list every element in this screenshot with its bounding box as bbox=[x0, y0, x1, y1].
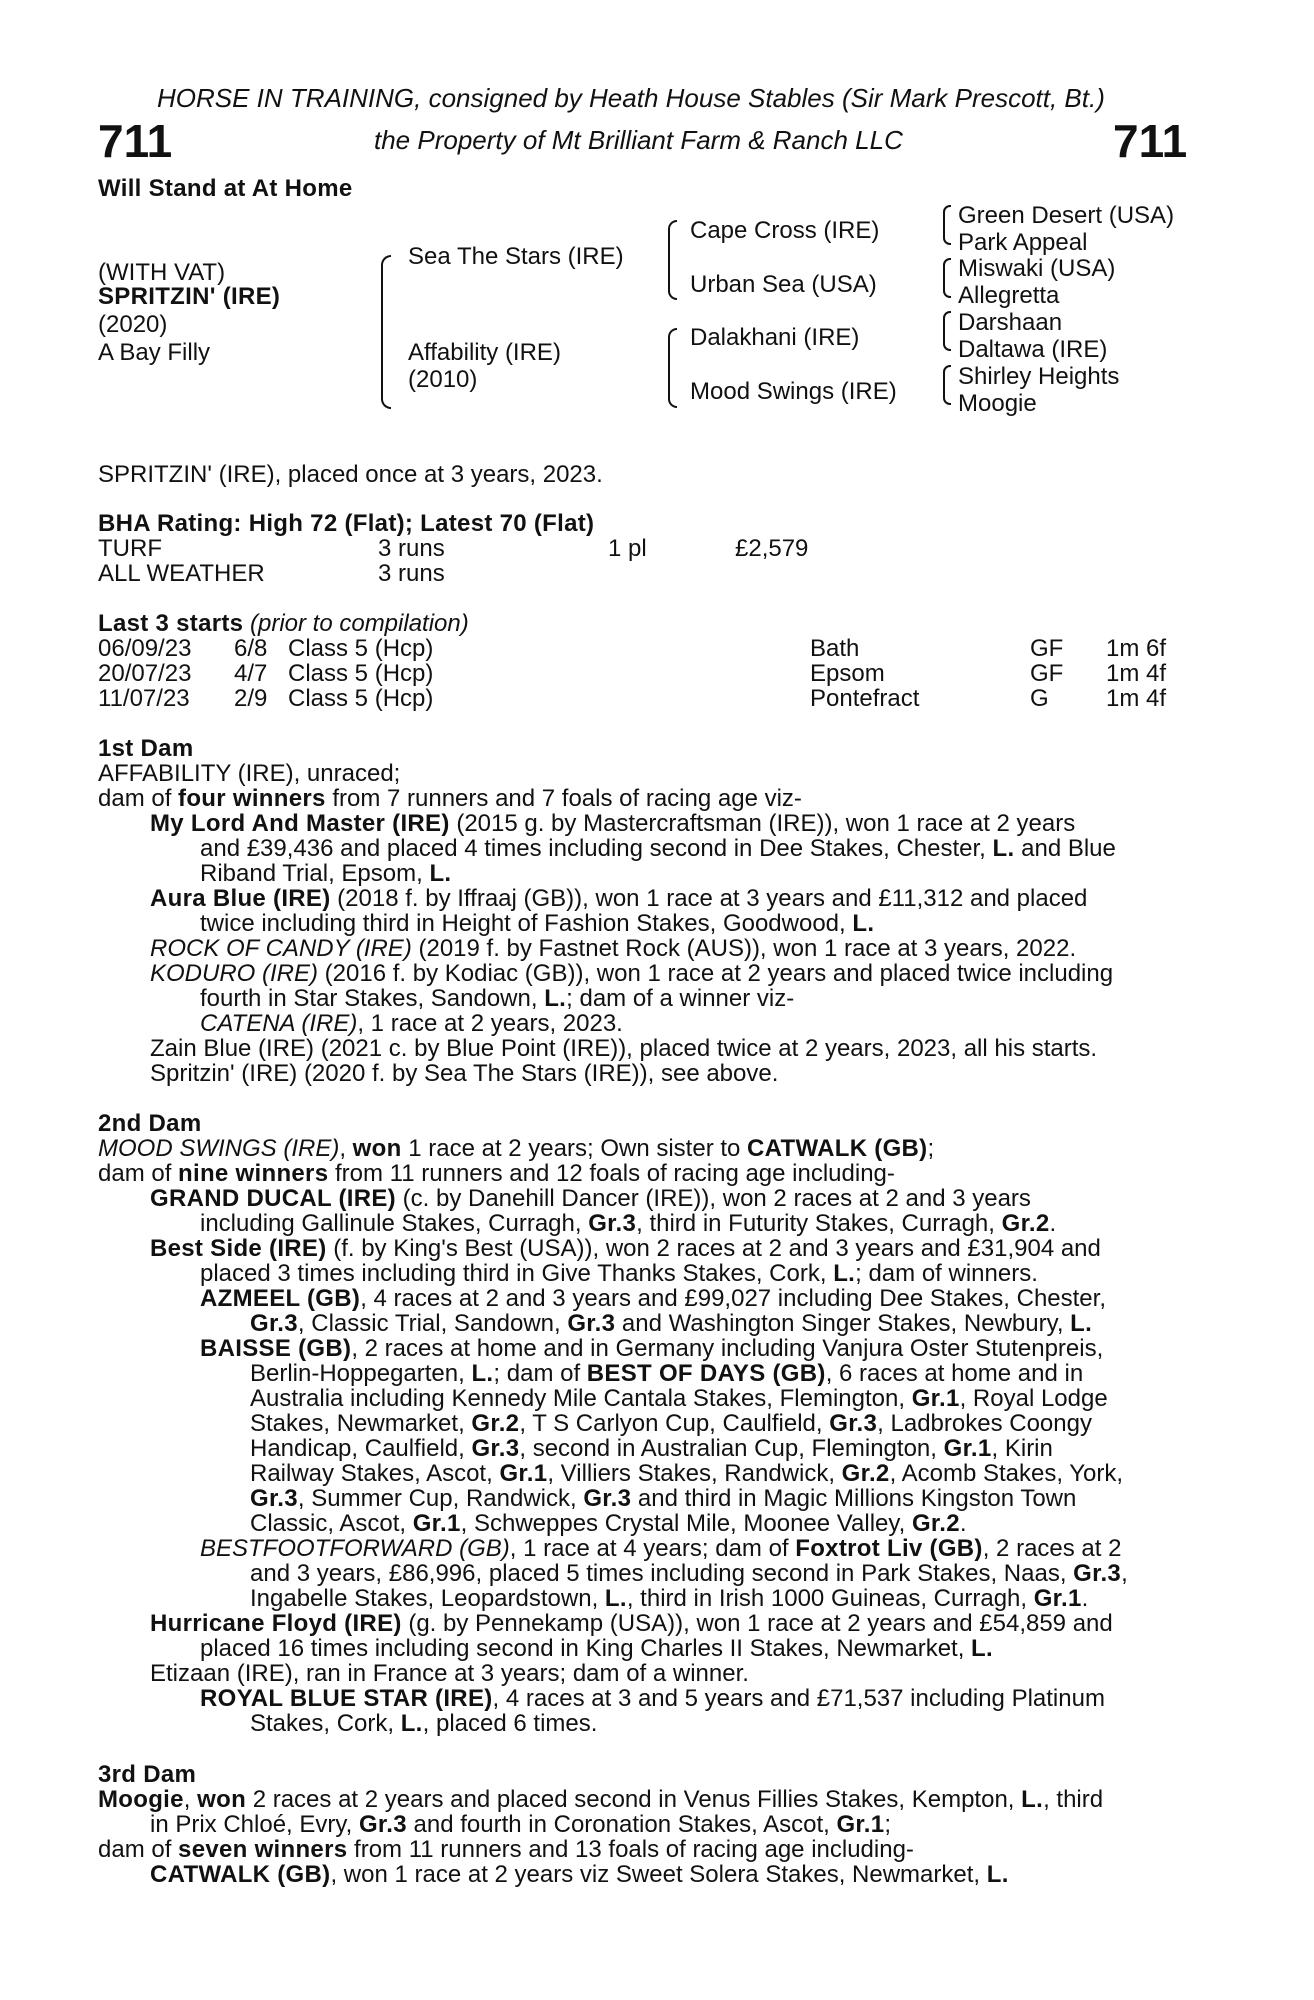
progeny-entry-cont: including Gallinule Stakes, Curragh, Gr.3, third in Futurity Stakes, Curragh, Gr.2. bbox=[200, 1210, 1057, 1237]
progeny-entry: Spritzin' (IRE) (2020 f. by Sea The Stars (IRE)), see above. bbox=[150, 1060, 779, 1087]
grand-progeny-entry: CATENA (IRE), 1 race at 2 years, 2023. bbox=[200, 1010, 623, 1037]
rating-surface: ALL WEATHER bbox=[98, 560, 265, 587]
pedigree-dam-sire: Dalakhani (IRE) bbox=[690, 324, 860, 351]
start-course: Bath bbox=[810, 635, 860, 662]
progeny-entry: Best Side (IRE) (f. by King's Best (USA)), won 2 races at 2 and 3 years and £31,904 and bbox=[150, 1235, 1101, 1262]
horse-year: (2020) bbox=[98, 311, 168, 338]
rating-placed: 1 pl bbox=[608, 535, 647, 562]
progeny-entry: CATWALK (GB), won 1 race at 2 years viz Sweet Solera Stakes, Newmarket, L. bbox=[150, 1861, 1009, 1888]
dam3-heading: 3rd Dam bbox=[98, 1761, 197, 1788]
progeny-entry-cont: and £39,436 and placed 4 times including second in Dee Stakes, Chester, L. and Blue bbox=[200, 835, 1116, 862]
start-position: 6/8 bbox=[234, 635, 268, 662]
stand-line: Will Stand at At Home bbox=[98, 175, 353, 202]
last-starts-title: Last 3 starts bbox=[98, 610, 244, 637]
brace-sire bbox=[668, 220, 677, 300]
progeny-entry: Etizaan (IRE), ran in France at 3 years; dam of a winner. bbox=[150, 1660, 749, 1687]
grand-progeny-entry-cont: and 3 years, £86,996, placed 5 times including second in Park Stakes, Naas, Gr.3, bbox=[250, 1560, 1128, 1587]
start-date: 06/09/23 bbox=[98, 635, 192, 662]
start-going: GF bbox=[1030, 635, 1064, 662]
dam2-progeny-summary: dam of nine winners from 11 runners and 12 foals of racing age including- bbox=[98, 1160, 895, 1187]
pedigree-dam: Affability (IRE) bbox=[408, 339, 561, 366]
start-distance: 1m 4f bbox=[1106, 660, 1167, 687]
progeny-entry: ROCK OF CANDY (IRE) (2019 f. by Fastnet Rock (AUS)), won 1 race at 3 years, 2022. bbox=[150, 935, 1077, 962]
start-race: Class 5 (Hcp) bbox=[288, 660, 434, 687]
start-going: GF bbox=[1030, 660, 1064, 687]
start-position: 2/9 bbox=[234, 685, 268, 712]
vat-note: (WITH VAT) bbox=[98, 259, 226, 286]
pedigree-dam-dam: Mood Swings (IRE) bbox=[690, 378, 897, 405]
start-distance: 1m 4f bbox=[1106, 685, 1167, 712]
progeny-entry-cont: placed 16 times including second in King Charles II Stakes, Newmarket, L. bbox=[200, 1635, 993, 1662]
dam2-line: MOOD SWINGS (IRE), won 1 race at 2 years; Own sister to CATWALK (GB); bbox=[98, 1135, 935, 1162]
grand-progeny-entry-cont: Railway Stakes, Ascot, Gr.1, Villiers Stakes, Randwick, Gr.2, Acomb Stakes, York, bbox=[250, 1460, 1124, 1487]
lot-number-right: 711 bbox=[1113, 115, 1188, 167]
grand-progeny-entry: ROYAL BLUE STAR (IRE), 4 races at 3 and 5 years and £71,537 including Platinum bbox=[200, 1685, 1105, 1712]
rating-money: £2,579 bbox=[735, 535, 809, 562]
dam3-line-cont: in Prix Chloé, Evry, Gr.3 and fourth in Coronation Stakes, Ascot, Gr.1; bbox=[150, 1811, 892, 1838]
consignment-line: HORSE IN TRAINING, consigned by Heath House Stables (Sir Mark Prescott, Bt.) bbox=[157, 83, 1105, 113]
horse-name: SPRITZIN' (IRE) bbox=[98, 283, 281, 310]
brace-ss bbox=[943, 205, 951, 245]
start-race: Class 5 (Hcp) bbox=[288, 635, 434, 662]
progeny-entry: Hurricane Floyd (IRE) (g. by Pennekamp (USA)), won 1 race at 2 years and £54,859 and bbox=[150, 1610, 1113, 1637]
progeny-entry: GRAND DUCAL (IRE) (c. by Danehill Dancer (IRE)), won 2 races at 2 and 3 years bbox=[150, 1185, 1031, 1212]
pedigree-sss: Green Desert (USA) bbox=[958, 202, 1175, 229]
progeny-entry-cont: Riband Trial, Epsom, L. bbox=[200, 860, 452, 887]
grand-progeny-entry: BESTFOOTFORWARD (GB), 1 race at 4 years; dam of Foxtrot Liv (GB), 2 races at 2 bbox=[200, 1535, 1122, 1562]
pedigree-sire-dam: Urban Sea (USA) bbox=[690, 271, 877, 298]
grand-progeny-entry-cont: Ingabelle Stakes, Leopardstown, L., third in Irish 1000 Guineas, Curragh, Gr.1. bbox=[250, 1585, 1089, 1612]
dam3-progeny-summary: dam of seven winners from 11 runners and 13 foals of racing age including- bbox=[98, 1836, 914, 1863]
brace-ds bbox=[943, 311, 951, 351]
dam1-heading: 1st Dam bbox=[98, 735, 194, 762]
grand-progeny-entry-cont: Stakes, Cork, L., placed 6 times. bbox=[250, 1710, 598, 1737]
racing-summary: SPRITZIN' (IRE), placed once at 3 years, 2023. bbox=[98, 461, 603, 488]
pedigree-dds: Shirley Heights bbox=[958, 363, 1120, 390]
grand-progeny-entry-cont: Classic, Ascot, Gr.1, Schweppes Crystal Mile, Moonee Valley, Gr.2. bbox=[250, 1510, 967, 1537]
progeny-entry: Aura Blue (IRE) (2018 f. by Iffraaj (GB)), won 1 race at 3 years and £11,312 and placed bbox=[150, 885, 1088, 912]
grand-progeny-entry-cont: Australia including Kennedy Mile Cantala Stakes, Flemington, Gr.1, Royal Lodge bbox=[250, 1385, 1108, 1412]
last-starts-note: (prior to compilation) bbox=[249, 610, 469, 637]
start-date: 11/07/23 bbox=[98, 685, 190, 712]
brace-dam bbox=[668, 328, 677, 408]
brace-sd bbox=[943, 258, 951, 298]
progeny-entry-cont: fourth in Star Stakes, Sandown, L.; dam of a winner viz- bbox=[200, 985, 795, 1012]
progeny-entry: Zain Blue (IRE) (2021 c. by Blue Point (IRE)), placed twice at 2 years, 2023, all his starts. bbox=[150, 1035, 1098, 1062]
rating-runs: 3 runs bbox=[378, 560, 445, 587]
pedigree-ssd: Park Appeal bbox=[958, 229, 1088, 256]
pedigree-dam-year: (2010) bbox=[408, 366, 478, 393]
pedigree-sds: Miswaki (USA) bbox=[958, 255, 1116, 282]
progeny-entry: KODURO (IRE) (2016 f. by Kodiac (GB)), won 1 race at 2 years and placed twice including bbox=[150, 960, 1114, 987]
horse-description: A Bay Filly bbox=[98, 339, 211, 366]
progeny-entry-cont: twice including third in Height of Fashion Stakes, Goodwood, L. bbox=[200, 910, 875, 937]
pedigree-sdd: Allegretta bbox=[958, 282, 1060, 309]
grand-progeny-entry-cont: Handicap, Caulfield, Gr.3, second in Australian Cup, Flemington, Gr.1, Kirin bbox=[250, 1435, 1053, 1462]
rating-runs: 3 runs bbox=[378, 535, 445, 562]
last-starts-heading bbox=[98, 611, 469, 636]
rating-surface: TURF bbox=[98, 535, 162, 562]
dam1-line: AFFABILITY (IRE), unraced; bbox=[98, 760, 401, 787]
grand-progeny-entry: AZMEEL (GB), 4 races at 2 and 3 years and £99,027 including Dee Stakes, Chester, bbox=[200, 1285, 1106, 1312]
pedigree-dsd: Daltawa (IRE) bbox=[958, 336, 1108, 363]
start-distance: 1m 6f bbox=[1106, 635, 1167, 662]
pedigree-ddd: Moogie bbox=[958, 390, 1037, 417]
progeny-entry: My Lord And Master (IRE) (2015 g. by Mastercraftsman (IRE)), won 1 race at 2 years bbox=[150, 810, 1076, 837]
progeny-entry-cont: placed 3 times including third in Give Thanks Stakes, Cork, L.; dam of winners. bbox=[200, 1260, 1038, 1287]
grand-progeny-entry-cont: Gr.3, Summer Cup, Randwick, Gr.3 and third in Magic Millions Kingston Town bbox=[250, 1485, 1077, 1512]
grand-progeny-entry-cont: Stakes, Newmarket, Gr.2, T S Carlyon Cup, Caulfield, Gr.3, Ladbrokes Coongy bbox=[250, 1410, 1092, 1437]
start-going: G bbox=[1030, 685, 1049, 712]
brace-dd bbox=[943, 365, 951, 405]
start-position: 4/7 bbox=[234, 660, 268, 687]
dam2-heading: 2nd Dam bbox=[98, 1110, 202, 1137]
rating-heading: BHA Rating: High 72 (Flat); Latest 70 (Flat) bbox=[98, 510, 595, 537]
dam1-progeny-summary: dam of four winners from 7 runners and 7 foals of racing age viz- bbox=[98, 785, 802, 812]
start-race: Class 5 (Hcp) bbox=[288, 685, 434, 712]
start-course: Pontefract bbox=[810, 685, 920, 712]
dam3-line: Moogie, won 2 races at 2 years and placed second in Venus Fillies Stakes, Kempton, L., third bbox=[98, 1786, 1104, 1813]
pedigree-sire-sire: Cape Cross (IRE) bbox=[690, 217, 880, 244]
pedigree-sire: Sea The Stars (IRE) bbox=[408, 243, 624, 270]
start-course: Epsom bbox=[810, 660, 885, 687]
grand-progeny-entry: BAISSE (GB), 2 races at home and in Germany including Vanjura Oster Stutenpreis, bbox=[200, 1335, 1104, 1362]
property-line: the Property of Mt Brilliant Farm & Ranch LLC bbox=[374, 125, 903, 155]
pedigree-dss: Darshaan bbox=[958, 309, 1063, 336]
grand-progeny-entry-cont: Gr.3, Classic Trial, Sandown, Gr.3 and Washington Singer Stakes, Newbury, L. bbox=[250, 1310, 1093, 1337]
grand-progeny-entry-cont: Berlin-Hoppegarten, L.; dam of BEST OF DAYS (GB), 6 races at home and in bbox=[250, 1360, 1084, 1387]
start-date: 20/07/23 bbox=[98, 660, 192, 687]
brace-parents bbox=[381, 255, 391, 409]
lot-number-left: 711 bbox=[98, 115, 173, 167]
